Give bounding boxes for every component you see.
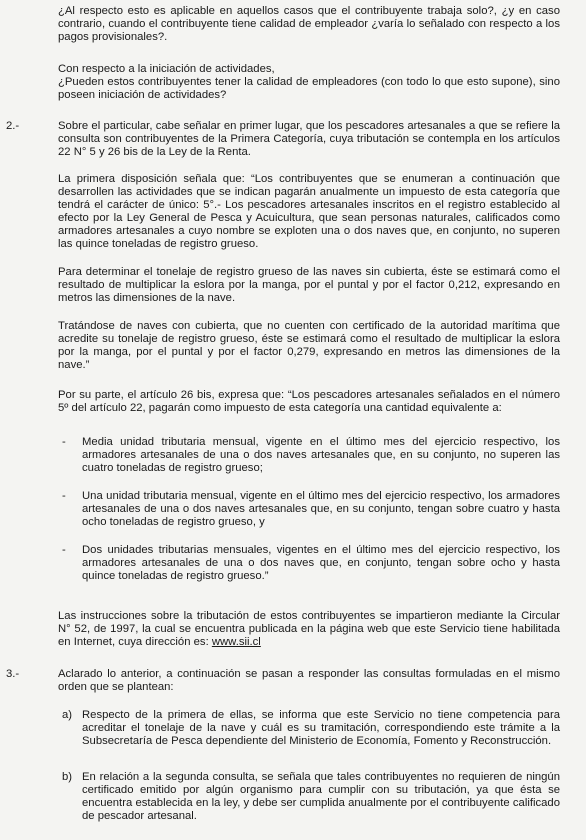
bullet-marker: -: [62, 436, 66, 448]
section-3-paragraph-1: Aclarado lo anterior, a continuación se pasan a responder las consultas formuladas en el mismo orden que se plantean:: [58, 668, 560, 693]
section-2-paragraph-1: Sobre el particular, cabe señalar en primer lugar, que los pescadores artesanales a que se refiere la consulta son contribuyentes de la Primera Categoría, cuya tributación se contempla en los artículos 22 N° 5 y 26 bis de la Ley de la Renta.: [58, 120, 560, 158]
sii-website-link[interactable]: www.sii.cl: [211, 636, 261, 648]
intro-question-1: ¿Al respecto esto es aplicable en aquellos casos que el contribuyente trabaja solo?, ¿y en caso contrario, cuando el contribuyente tiene calidad de empleador ¿varía lo señalado con respecto a los pagos provisionales?.: [58, 5, 560, 43]
item-b-text: En relación a la segunda consulta, se señala que tales contribuyentes no requieren de ningún certificado emitido por algún organismo para cumplir con su tributación, ya que ésta se encuentra establecida en la ley, y debe ser cumplida anualmente por el contribuyente calificado de pescador artesanal.: [82, 771, 560, 822]
bullet-item-3: Dos unidades tributarias mensuales, vigentes en el último mes del ejercicio respectivo, los armadores artesanales de una o dos naves que, en conjunto, tengan sobre ocho y hasta quince toneladas de registro grueso.”: [82, 544, 560, 582]
section-number-3: 3.-: [6, 668, 20, 680]
section-2-paragraph-4: Tratándose de naves con cubierta, que no cuenten con certificado de la autoridad marítima que acredite su tonelaje de registro grueso, éste se estimará como el resultado de multiplicar la eslora por la manga, por el puntal y por el factor 0,279, expresando en metros las dimensiones de la nave.”: [58, 320, 560, 371]
item-b-label: b): [62, 771, 73, 783]
intro-question-2-heading: Con respecto a la iniciación de actividades,: [58, 63, 275, 75]
section-2-paragraph-6: [58, 610, 560, 649]
bullet-marker: -: [62, 544, 66, 556]
item-a-text: Respecto de la primera de ellas, se informa que este Servicio no tiene competencia para acreditar el tonelaje de la nave y cuál es su tramitación, correspondiendo este trámite a la Subsecretaría de Pesca dependiente del Ministerio de Economía, Fomento y Reconstrucción.: [82, 709, 560, 747]
bullet-item-1: Media unidad tributaria mensual, vigente en el último mes del ejercicio respectivo, los armadores artesanales de una o dos naves artesanales que, en su conjunto, no superen las cuatro toneladas de registro grueso;: [82, 436, 560, 474]
section-2-paragraph-2: La primera disposición señala que: “Los contribuyentes que se enumeran a continuación que desarrollen las actividades que se indican pagarán anualmente un impuesto de esta categoría que tendrá el carácter de único: 5°.- Los pescadores artesanales inscritos en el registro establecido al efecto por la Ley General de Pesca y Acuicultura, que sean personas naturales, calificados como armadores artesanales a cuyo nombre se exploten una o dos naves que, en conjunto, no superen las quince toneladas de registro grueso.: [58, 173, 560, 250]
item-a-label: a): [62, 709, 73, 721]
section-number-2: 2.-: [6, 120, 20, 132]
section-2-paragraph-5: Por su parte, el artículo 26 bis, expresa que: “Los pescadores artesanales señalados en el número 5º del artículo 22, pagarán como impuesto de esta categoría una cantidad equivalente a:: [58, 389, 560, 414]
intro-question-2: ¿Pueden estos contribuyentes tener la calidad de empleadores (con todo lo que esto supone), sino poseen iniciación de actividades?: [58, 76, 560, 101]
bullet-marker: -: [62, 490, 66, 502]
circular-reference-text: Las instrucciones sobre la tributación de estos contribuyentes se impartieron mediante la Circular N° 52, de 1997, la cual se encuentra publicada en la página web que este Servicio tiene habilitada en Internet, cuya dirección es:: [58, 610, 560, 648]
section-2-paragraph-3: Para determinar el tonelaje de registro grueso de las naves sin cubierta, éste se estimará como el resultado de multiplicar la eslora por la manga, por el puntal y por el factor 0,212, expresando en metros las dimensiones de la nave.: [58, 266, 560, 304]
bullet-item-2: Una unidad tributaria mensual, vigente en el último mes del ejercicio respectivo, los armadores artesanales de una o dos naves artesanales que, en su conjunto, tengan sobre cuatro y hasta ocho toneladas de registro grueso, y: [82, 490, 560, 528]
